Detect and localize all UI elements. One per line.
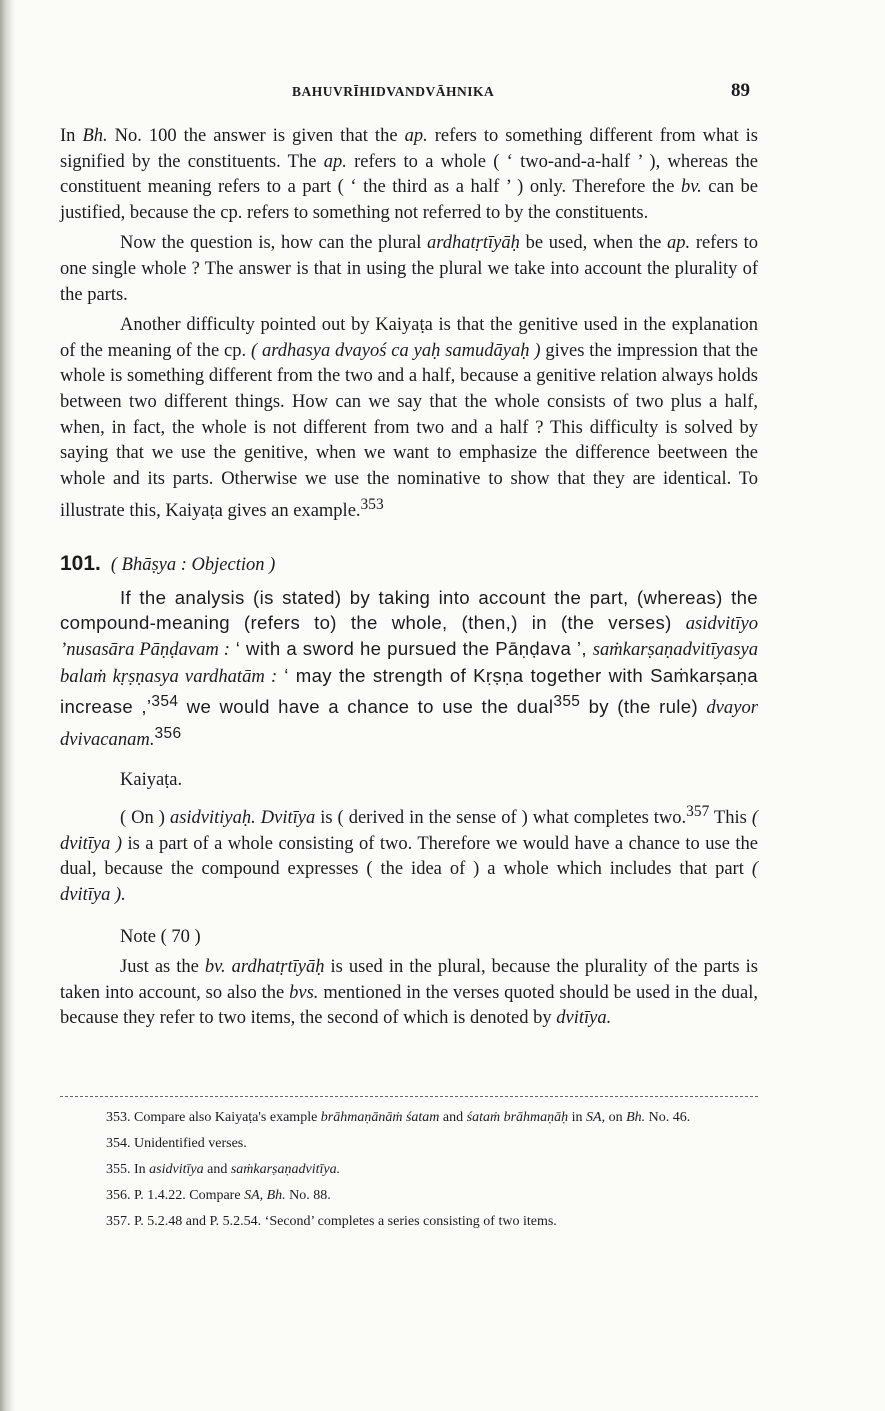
text: P. 1.4.22. Compare [130,1188,245,1203]
italic-term: Bh. [626,1110,646,1125]
paragraph-3 [60,313,758,525]
text: ‘ may the strength of Kṛṣṇa together with Saṁkarṣaṇa increase ,’ [60,664,758,718]
text: be used, when the [519,233,667,254]
footnote-ref-356[interactable]: 356 [154,724,182,742]
page-number: 89 [731,80,750,101]
text: P. 5.2.48 and P. 5.2.54. ‘Second’ completes a series consisting of two items. [130,1214,557,1229]
italic-term: ( ardhasya dvayoś ca yaḥ samudāyaḥ ) [251,340,541,361]
footnote-356 [60,1186,758,1205]
text: is a part of a whole consisting of two. Therefore we would have a chance to use the dual, because the compound expresses ( the idea of ) a whole which includes that part [60,833,758,880]
text: is ( derived in the sense of ) what completes two. [315,808,687,829]
text: is used in the plural, because the plurality of the parts is taken into account, so also the [60,957,758,1003]
footnote-357 [60,1212,758,1231]
italic-term: Bh. [82,126,108,146]
text: can be justified, because the cp. refers to something not referred to by the constituents. [60,177,758,223]
section-number: 101. [60,552,101,576]
footnote-354 [60,1134,758,1153]
note-label: Note ( 70 ) [120,926,201,947]
footnote-number: 356. [106,1188,131,1203]
text: Compare also Kaiyaṭa's example [130,1110,321,1125]
text: in [568,1110,587,1125]
text: we would have a chance to use the dual [178,696,554,718]
italic-term: ap. [323,151,347,172]
text: refers to a whole ( ‘ two-and-a-half ’ ), whereas the constituent meaning refers to a part ( ‘ the third as a half ’ ) only. Therefore the [60,151,758,198]
footnote-number: 354. [106,1136,131,1151]
section-label: ( Bhāṣya : Objection ) [110,555,276,576]
main-text [60,124,758,1032]
text: Unidentified verses. [130,1136,247,1151]
text: on [605,1110,627,1125]
paragraph-2 [60,231,758,308]
footnote-355 [60,1160,758,1179]
text: refers to one single whole ? The answer is that in using the plural we take into account the plurality of the parts. [60,233,758,305]
italic-term: SA, Bh. [244,1188,286,1203]
italic-term: ( dvitīya ) [60,808,758,854]
footnotes [60,1108,758,1238]
footnote-number: 353. [106,1110,131,1125]
text: ‘ with a sword he pursued the Pāṇḍava ’, [229,638,593,660]
text: refers to something different from what is signified by the constituents. The [60,126,759,172]
sanskrit-rule: dvayor dvivacanam. [60,697,758,751]
text: by (the rule) [580,696,707,718]
scanned-page-edge [0,0,16,1411]
italic-term: asidvitiyaḥ. [169,808,256,829]
italic-term: ap. [404,126,428,146]
italic-term: bv. [681,177,702,198]
sanskrit-quote: asidvitīyo ’nusasāra Pāṇḍavam : [60,613,758,661]
italic-term: saṁkarṣaṇadvitīya. [230,1162,341,1177]
text: Just as the [120,957,205,978]
kaiyata-label: Kaiyaṭa. [120,770,183,791]
italic-term: Dvitīya [260,808,316,829]
italic-term: ardhatṛtīyāḥ [231,957,325,978]
sanskrit-quote: saṁkarṣaṇadvitīyasya balaṁ kṛṣṇasya vardhatām : [60,639,758,687]
italic-term: brāhmaṇānāṁ śatam [320,1110,440,1125]
footnote-ref-354[interactable]: 354 [151,693,179,711]
text: In [60,126,83,146]
section-heading-101 [60,551,758,579]
italic-term: ardhatṛtīyāḥ [427,233,520,254]
paragraph-1 [60,124,758,226]
text: ( On ) [120,808,170,829]
text: and [203,1162,231,1177]
text: If the analysis (is stated) by taking into account the part, (whereas) the compound-meaning (refers to) the whole, (then,) in (the verses) [60,586,758,634]
note-passage [60,955,758,1032]
italic-term: ( dvitīya ). [60,859,758,905]
italic-term: bvs. [289,982,319,1003]
footnote-number: 357. [106,1214,131,1229]
kaiyata-passage [60,799,758,909]
page-header [60,80,760,106]
footnote-353 [60,1108,758,1127]
footnote-ref-355[interactable]: 355 [553,693,581,711]
footnote-ref-353[interactable]: 353 [360,496,384,514]
text: This [709,808,752,829]
footnote-divider [60,1096,758,1097]
footnote-ref-357[interactable]: 357 [686,803,710,821]
running-head: BAHUVRĪHIDVANDVĀHNIKA [292,84,495,99]
text: In [130,1162,150,1177]
text: Now the question is, how can the plural [120,233,428,254]
text: Another difficulty pointed out by Kaiyaṭa is that the genitive used in the explanation of the meaning of the cp. [60,315,758,361]
text: gives the impression that the whole is something different from the two and a half, because a genitive relation always holds between two different things. How can we say that the whole consists of two plus a half, when, in fact, the whole is not different from two and a half ? This difficulty is solved by saying that we use the genitive, when we want to emphasize the difference beetween the whole and its parts. Otherwise we use the nominative to show that they are identical. To illustrate this, Kaiyaṭa gives an example. [60,340,759,522]
text: No. 46. [645,1110,691,1125]
italic-term: asidvitīya [149,1162,204,1177]
footnote-number: 355. [106,1162,131,1177]
italic-term: dvitīya. [556,1008,612,1029]
text: No. 100 the answer is given that the [107,126,405,146]
italic-term: SA, [586,1110,606,1125]
italic-term: ap. [667,233,691,254]
text: mentioned in the verses quoted should be used in the dual, because they refer to two items, the second of which is denoted by [60,982,758,1029]
italic-term: bv. [204,957,226,978]
italic-term: śataṁ brāhmaṇāḥ [466,1110,569,1125]
bhasya-passage [60,585,758,753]
text: and [439,1110,467,1125]
text: No. 88. [285,1188,331,1203]
